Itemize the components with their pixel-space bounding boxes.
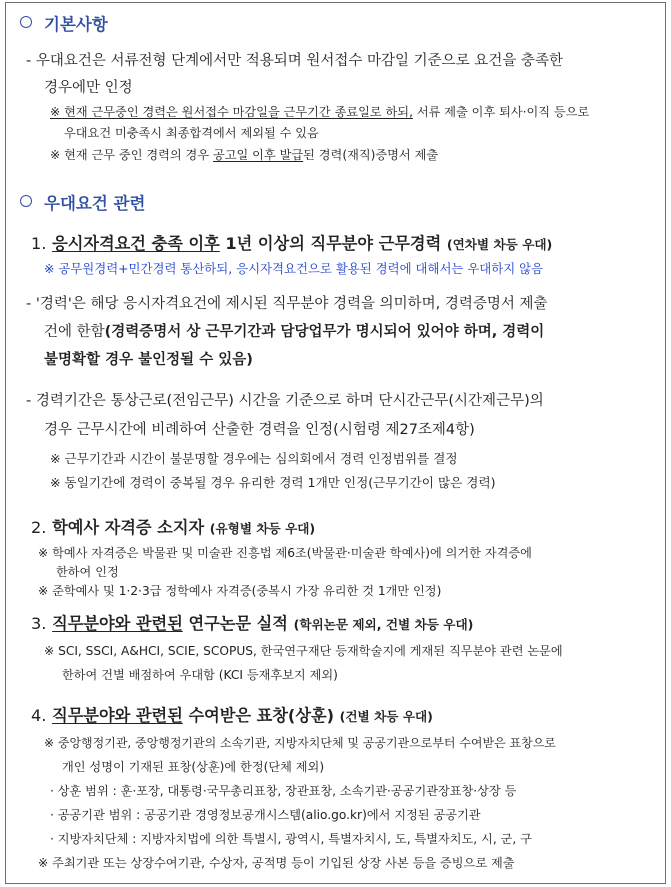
item-1-heading-underlined: 응시자격요건 충족 이후	[52, 234, 220, 253]
basic-note-1	[50, 103, 589, 120]
circle-bullet-icon	[20, 16, 32, 28]
item-3-heading	[31, 610, 473, 634]
item-3-heading-rest: 연구논문 실적	[182, 614, 288, 633]
basic-note-1-underlined: ※ 현재 근무중인 경력은 원서접수 마감일을 근무기간 종료일로 하되,	[50, 105, 413, 119]
item-2-note-a-line-1: ※ 학예사 자격증은 박물관 및 미술관 진흥법 제6조(박물관·미술관 학예사)에 의거한 자격증에	[38, 546, 532, 560]
basic-para-line-2: 경우에만 인정	[44, 80, 133, 96]
item-1-para-a-plain: 건에 한함	[44, 324, 105, 340]
basic-note-2	[50, 146, 438, 163]
item-4-bullet-3: · 지방자치단체 : 지방자치법에 의한 특별시, 광역시, 특별자치시, 도, 특별자치도, 시, 군, 구	[50, 832, 532, 846]
item-4-number: 4.	[31, 706, 47, 725]
item-4-bullet-1: · 상훈 범위 : 훈·포장, 대통령·국무총리표창, 장관표창, 소속기관·공공기관장표창·상장 등	[50, 784, 517, 798]
basic-note-2-b: 된 경력(재직)증명서 제출	[303, 148, 439, 162]
item-4-bullet-2: · 공공기관 범위 : 공공기관 경영정보공개시스템(alio.go.kr)에서 지정된 공공기관	[50, 808, 481, 822]
item-4-note-last: ※ 주최기관 또는 상장수여기관, 수상자, 공적명 등이 기입된 상장 사본 등을 증빙으로 제출	[38, 856, 515, 870]
item-1-blue-note: ※ 공무원경력+민간경력 통산하되, 응시자격요건으로 활용된 경력에 대해서는 우대하지 않음	[44, 261, 544, 276]
item-2-note-a-line-2: 한하여 인정	[56, 565, 119, 579]
basic-note-1-line-2: 우대요건 미충족시 최종합격에서 제외될 수 있음	[64, 126, 319, 140]
item-4-note-line-1: ※ 중앙행정기관, 중앙행정기관의 소속기관, 지방자치단체 및 공공기관으로부터 수여받은 표창으로	[44, 736, 556, 750]
item-1-para-a-line-1: - '경력'은 해당 응시자격요건에 제시된 직무분야 경력을 의미하며, 경력증명서 제출	[26, 296, 548, 312]
item-3-note-line-2: 한하여 건별 배점하여 우대함 (KCI 등재후보지 제외)	[62, 668, 338, 682]
item-2-number: 2.	[31, 518, 47, 537]
item-2-tag: (유형별 차등 우대)	[209, 521, 316, 536]
item-1-tag: (연차별 차등 우대)	[446, 237, 553, 252]
basic-note-2-underlined: 공고일 이후 발급	[212, 148, 304, 162]
item-1-para-b-line-1: - 경력기간은 통상근로(전임근무) 시간을 기준으로 하며 단시간근무(시간제근무)의	[26, 393, 544, 409]
item-4-note-line-2: 개인 성명이 기재된 표창(상훈)에 한정(단체 제외)	[62, 760, 325, 774]
item-1-heading	[31, 230, 552, 254]
item-1-number: 1.	[31, 234, 47, 253]
item-1-para-a-bold: (경력증명서 상 근무기간과 담당업무가 명시되어 있어야 하며, 경력이	[104, 324, 545, 340]
item-1-note-a: ※ 근무기간과 시간이 불분명할 경우에는 심의회에서 경력 인정범위를 결정	[50, 451, 458, 466]
item-1-para-a-line-2	[44, 320, 544, 341]
item-4-heading-underlined: 직무분야와 관련된	[52, 706, 183, 725]
basic-para-line-1: - 우대요건은 서류전형 단계에서만 적용되며 원서접수 마감일 기준으로 요건을 충족한	[26, 53, 563, 69]
item-2-note-b: ※ 준학예사 및 1·2·3급 정학예사 자격증(중복시 가장 유리한 것 1개만 인정)	[38, 584, 442, 598]
item-1-para-a-line-3: 불명확할 경우 불인정될 수 있음)	[44, 352, 253, 368]
item-2-heading	[31, 514, 315, 538]
item-3-tag: (학위논문 제외, 건별 차등 우대)	[293, 617, 474, 632]
section-title-basic: 기본사항	[44, 15, 108, 34]
item-4-heading	[31, 702, 433, 726]
item-2-heading-text: 학예사 자격증 소지자	[52, 518, 205, 537]
item-4-tag: (건별 차등 우대)	[339, 709, 433, 724]
basic-note-1-rest: 서류 제출 이후 퇴사·이직 등으로	[412, 105, 590, 119]
item-1-para-b-line-2: 경우 근무시간에 비례하여 산출한 경력을 인정(시험령 제27조제4항)	[44, 422, 475, 438]
basic-note-2-a: ※ 현재 근무 중인 경력의 경우	[50, 148, 213, 162]
section-title-preferred: 우대요건 관련	[44, 194, 146, 213]
item-1-heading-rest: 1년 이상의 직무분야 근무경력	[219, 234, 442, 253]
item-3-note-line-1: ※ SCI, SSCI, A&HCI, SCIE, SCOPUS, 한국연구재단 등재학술지에 게재된 직무분야 관련 논문에	[44, 644, 563, 658]
circle-bullet-icon	[20, 195, 32, 207]
item-1-note-b: ※ 동일기간에 경력이 중복될 경우 유리한 경력 1개만 인정(근무기간이 많은 경력)	[50, 475, 496, 490]
item-4-heading-rest: 수여받은 표창(상훈)	[182, 706, 334, 725]
item-3-heading-underlined: 직무분야와 관련된	[52, 614, 183, 633]
item-3-number: 3.	[31, 614, 47, 633]
